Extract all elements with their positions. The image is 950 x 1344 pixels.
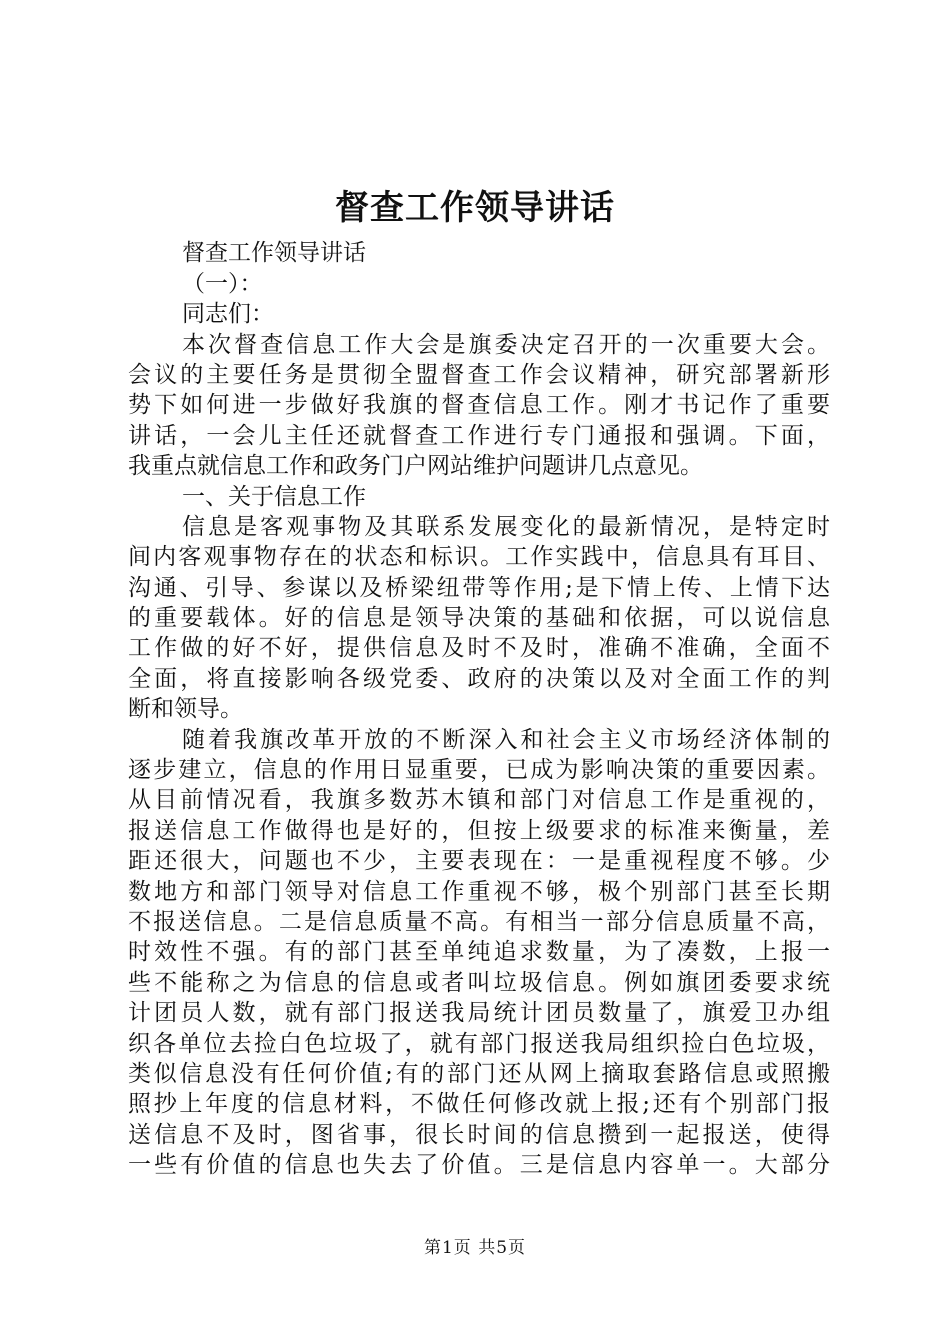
text-line: 势下如何进一步做好我旗的督查信息工作。刚才书记作了重要 [128,392,830,419]
text-line: 信息是客观事物及其联系发展变化的最新情况，是特定时 [182,513,830,540]
text-line: 全面，将直接影响各级党委、政府的决策以及对全面工作的判 [128,665,830,692]
text-line: 报送信息工作做得也是好的，但按上级要求的标准来衡量，差 [128,817,830,844]
text-line [128,208,830,238]
text-line: 时效性不强。有的部门甚至单纯追求数量，为了凑数，上报一 [128,939,830,966]
text-line: 不报送信息。二是信息质量不高。有相当一部分信息质量不高， [128,908,830,935]
text-line: 些不能称之为信息的信息或者叫垃圾信息。例如旗团委要求统 [128,969,830,996]
text-line: 织各单位去捡白色垃圾了，就有部门报送我局组织捡白色垃圾， [128,1030,830,1057]
text-line: 同志们： [182,301,274,328]
text-line: 会议的主要任务是贯彻全盟督查工作会议精神，研究部署新形 [128,361,830,388]
text-line: 断和领导。 [128,696,243,723]
text-line: 讲话，一会儿主任还就督查工作进行专门通报和强调。下面， [128,422,830,449]
text-line: 数地方和部门领导对信息工作重视不够，极个别部门甚至长期 [128,878,830,905]
text-line: 类似信息没有任何价值;有的部门还从网上摘取套路信息或照搬 [128,1060,830,1087]
text-line: 一、关于信息工作 [182,483,366,510]
text-line: 的重要载体。好的信息是领导决策的基础和依据，可以说信息 [128,605,830,632]
page-footer: 第1页 共5页 [423,1238,527,1258]
text-line: 距还很大，问题也不少，主要表现在：一是重视程度不够。少 [128,848,830,875]
text-line: 本次督查信息工作大会是旗委决定召开的一次重要大会。 [182,331,830,358]
text-line: 随着我旗改革开放的不断深入和社会主义市场经济体制的 [182,726,830,753]
text-line: 沟通、引导、参谋以及桥梁纽带等作用;是下情上传、上情下达 [128,574,830,601]
text-line: 工作做的好不好，提供信息及时不及时，准确不准确，全面不 [128,635,830,662]
text-line: 我重点就信息工作和政务门户网站维护问题讲几点意见。 [128,453,703,480]
document-title: 督查工作领导讲话 [335,188,615,228]
text-line: 一些有价值的信息也失去了价值。三是信息内容单一。大部分 [128,1152,830,1179]
text-line: 督查工作领导讲话 [182,240,366,267]
text-line: 从目前情况看，我旗多数苏木镇和部门对信息工作是重视的， [128,787,830,814]
text-line: （一）： [182,270,263,297]
text-line: 间内客观事物存在的状态和标识。工作实践中，信息具有耳目、 [128,544,830,571]
text-line: 送信息不及时，图省事，很长时间的信息攒到一起报送，使得 [128,1121,830,1148]
text-line: 照抄上年度的信息材料，不做任何修改就上报;还有个别部门报 [128,1091,830,1118]
text-line: 计团员人数，就有部门报送我局统计团员数量了，旗爱卫办组 [128,1000,830,1027]
document-body [128,208,830,1181]
text-line: 逐步建立，信息的作用日显重要，已成为影响决策的重要因素。 [128,757,830,784]
